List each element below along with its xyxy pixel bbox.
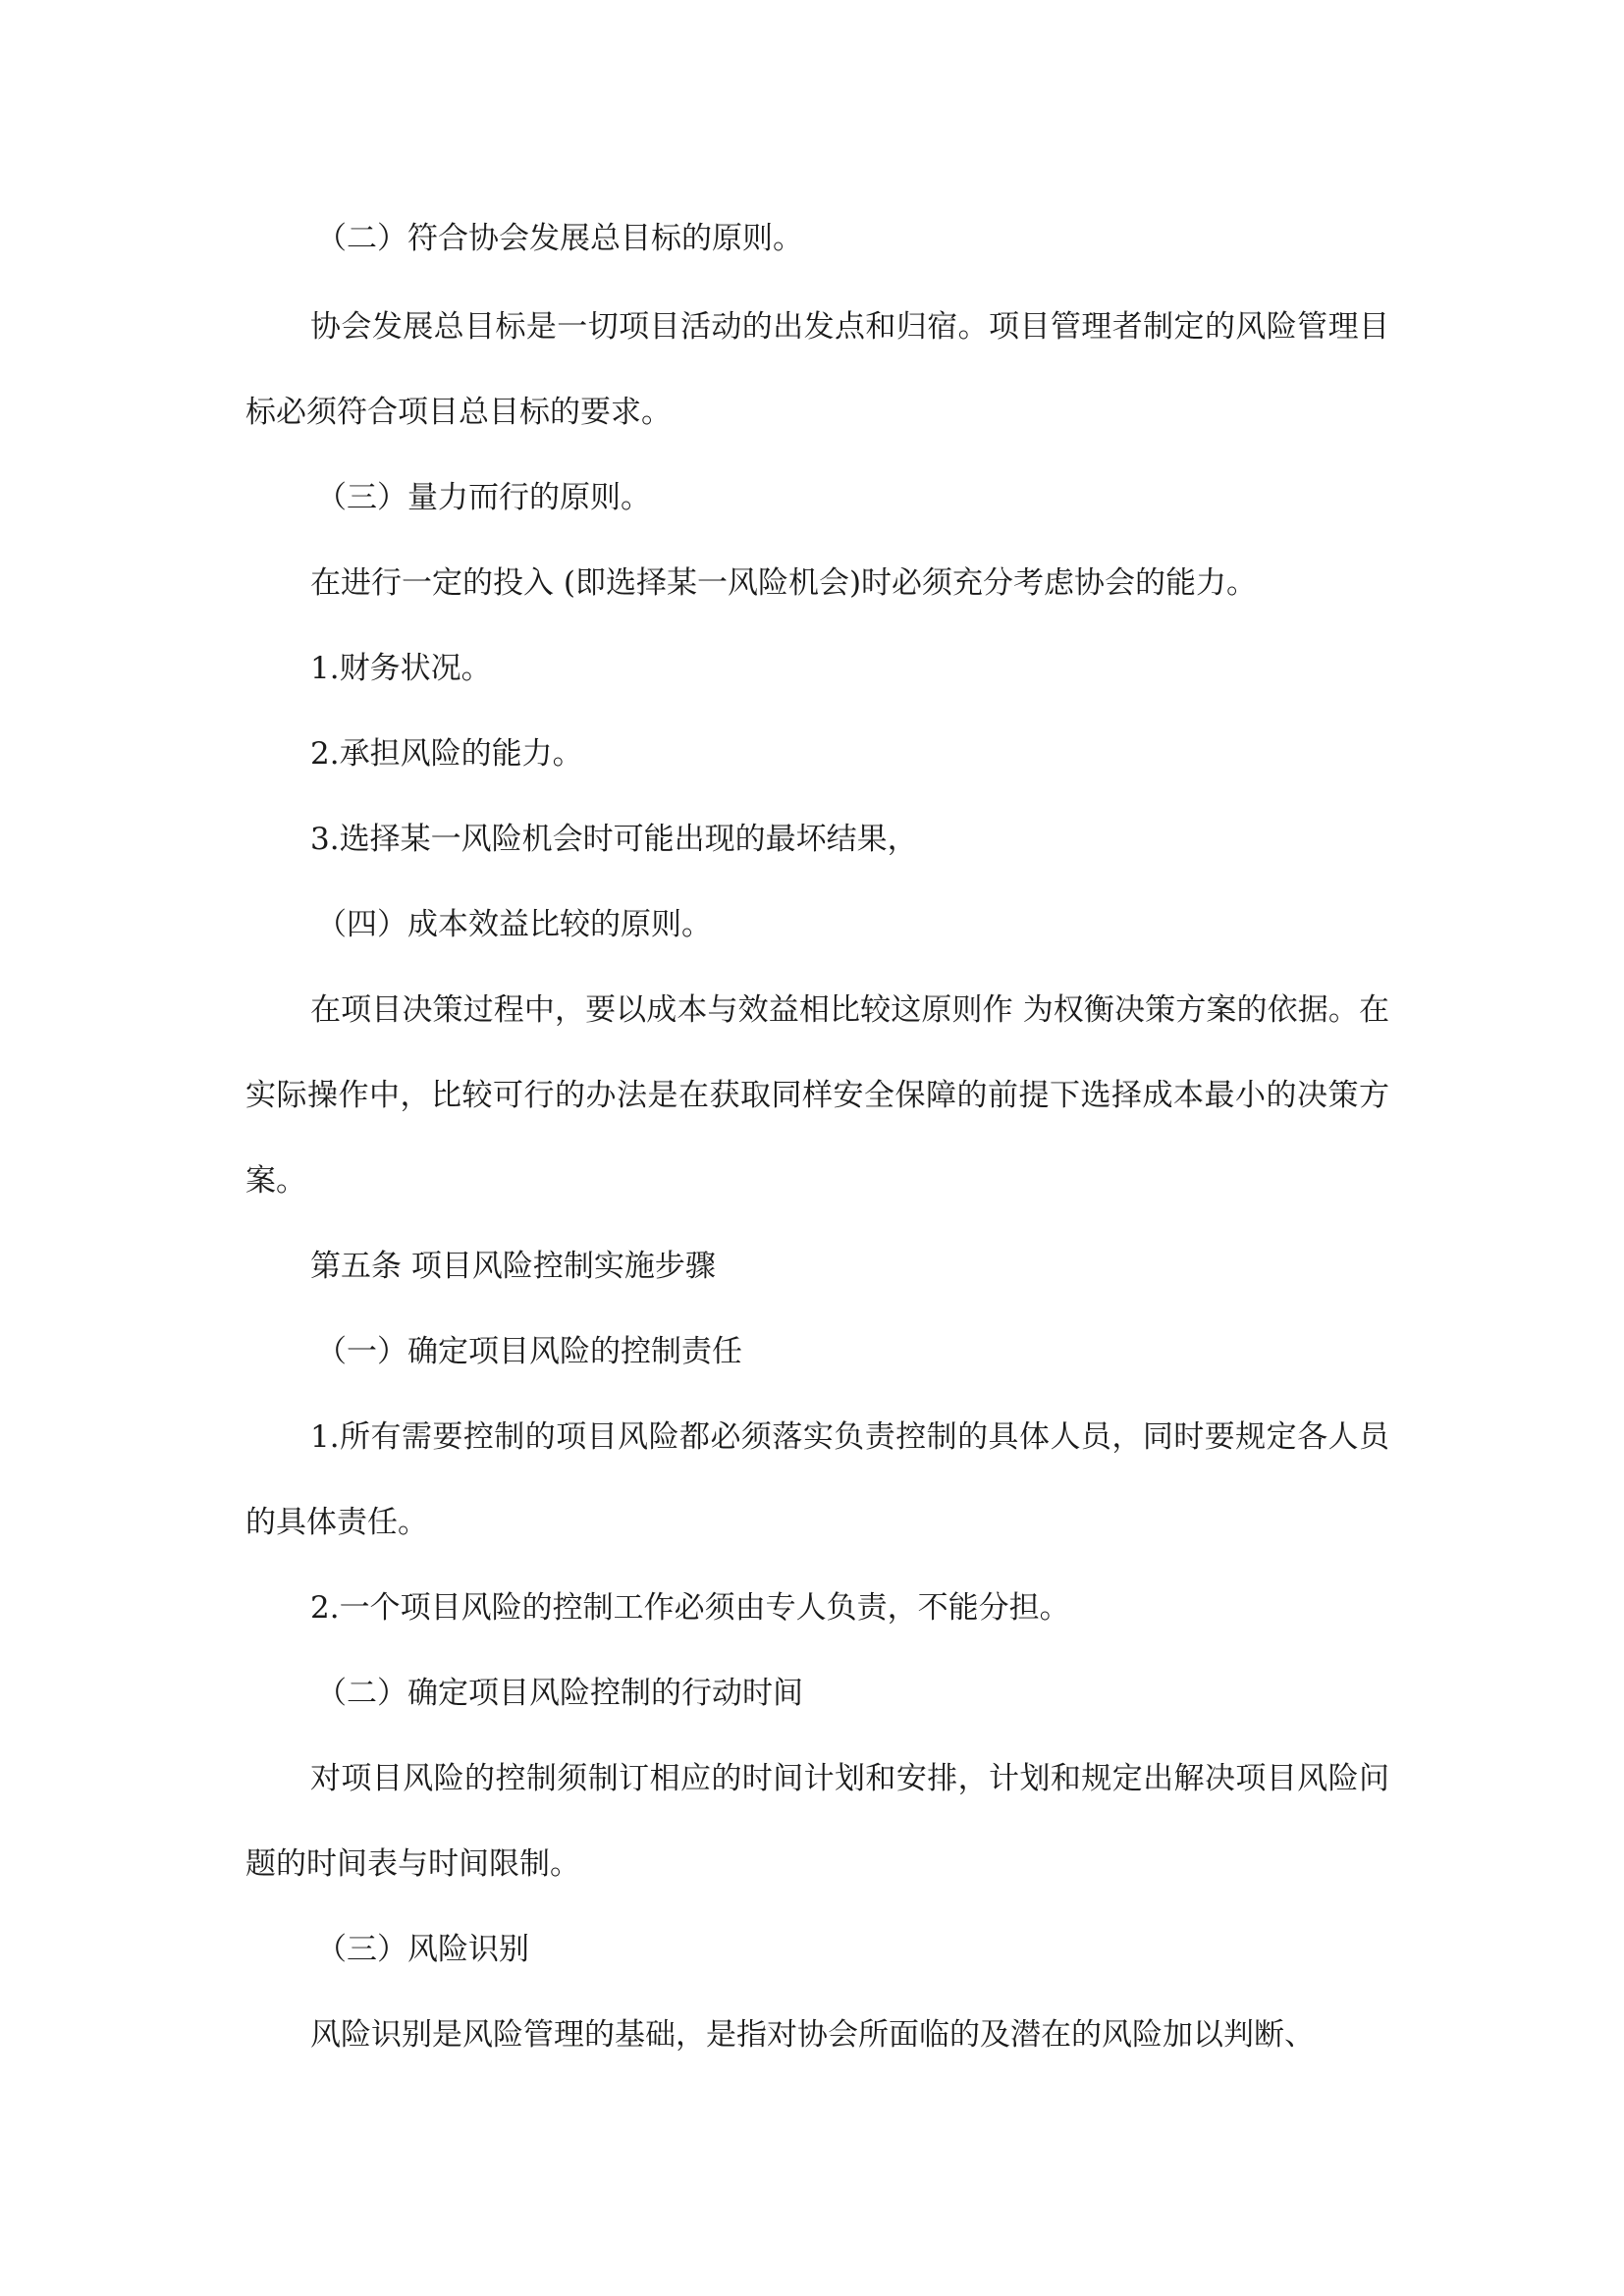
body-paragraph: 在项目决策过程中，要以成本与效益相比较这原则作 为权衡决策方案的依据。在实际操作中，比较可行的办法是在获取同样安全保障的前提下选择成本最小的决策方案。 [245,992,1389,1199]
list-item: 1.所有需要控制的项目风险都必须落实负责控制的具体人员，同时要规定各人员的具体责任。 [245,1419,1389,1540]
section-heading-4: （四）成本效益比较的原则。 [316,907,712,942]
body-paragraph: 对项目风险的控制须制订相应的时间计划和安排，计划和规定出解决项目风险问题的时间表与时间限制。 [245,1761,1389,1882]
section-heading-3: （三）量力而行的原则。 [316,480,651,515]
section-heading-3b: （三）风险识别 [316,1932,529,1967]
list-item: 2.承担风险的能力。 [310,736,583,772]
section-heading-2: （二）符合协会发展总目标的原则。 [316,221,803,256]
list-item: 2.一个项目风险的控制工作必须由专人负责，不能分担。 [310,1590,1070,1626]
body-paragraph: 协会发展总目标是一切项目活动的出发点和归宿。项目管理者制定的风险管理目标必须符合项目总目标的要求。 [245,309,1389,430]
body-paragraph: 在进行一定的投入 (即选择某一风险机会)时必须充分考虑协会的能力。 [310,565,1258,601]
article-heading: 第五条 项目风险控制实施步骤 [310,1249,716,1284]
body-paragraph: 风险识别是风险管理的基础，是指对协会所面临的及潜在的风险加以判断、 [310,2017,1315,2053]
section-heading-2b: （二）确定项目风险控制的行动时间 [316,1676,803,1711]
list-item: 3.选择某一风险机会时可能出现的最坏结果， [310,822,918,857]
section-heading-1: （一）确定项目风险的控制责任 [316,1334,742,1369]
list-item: 1.财务状况。 [310,651,492,686]
